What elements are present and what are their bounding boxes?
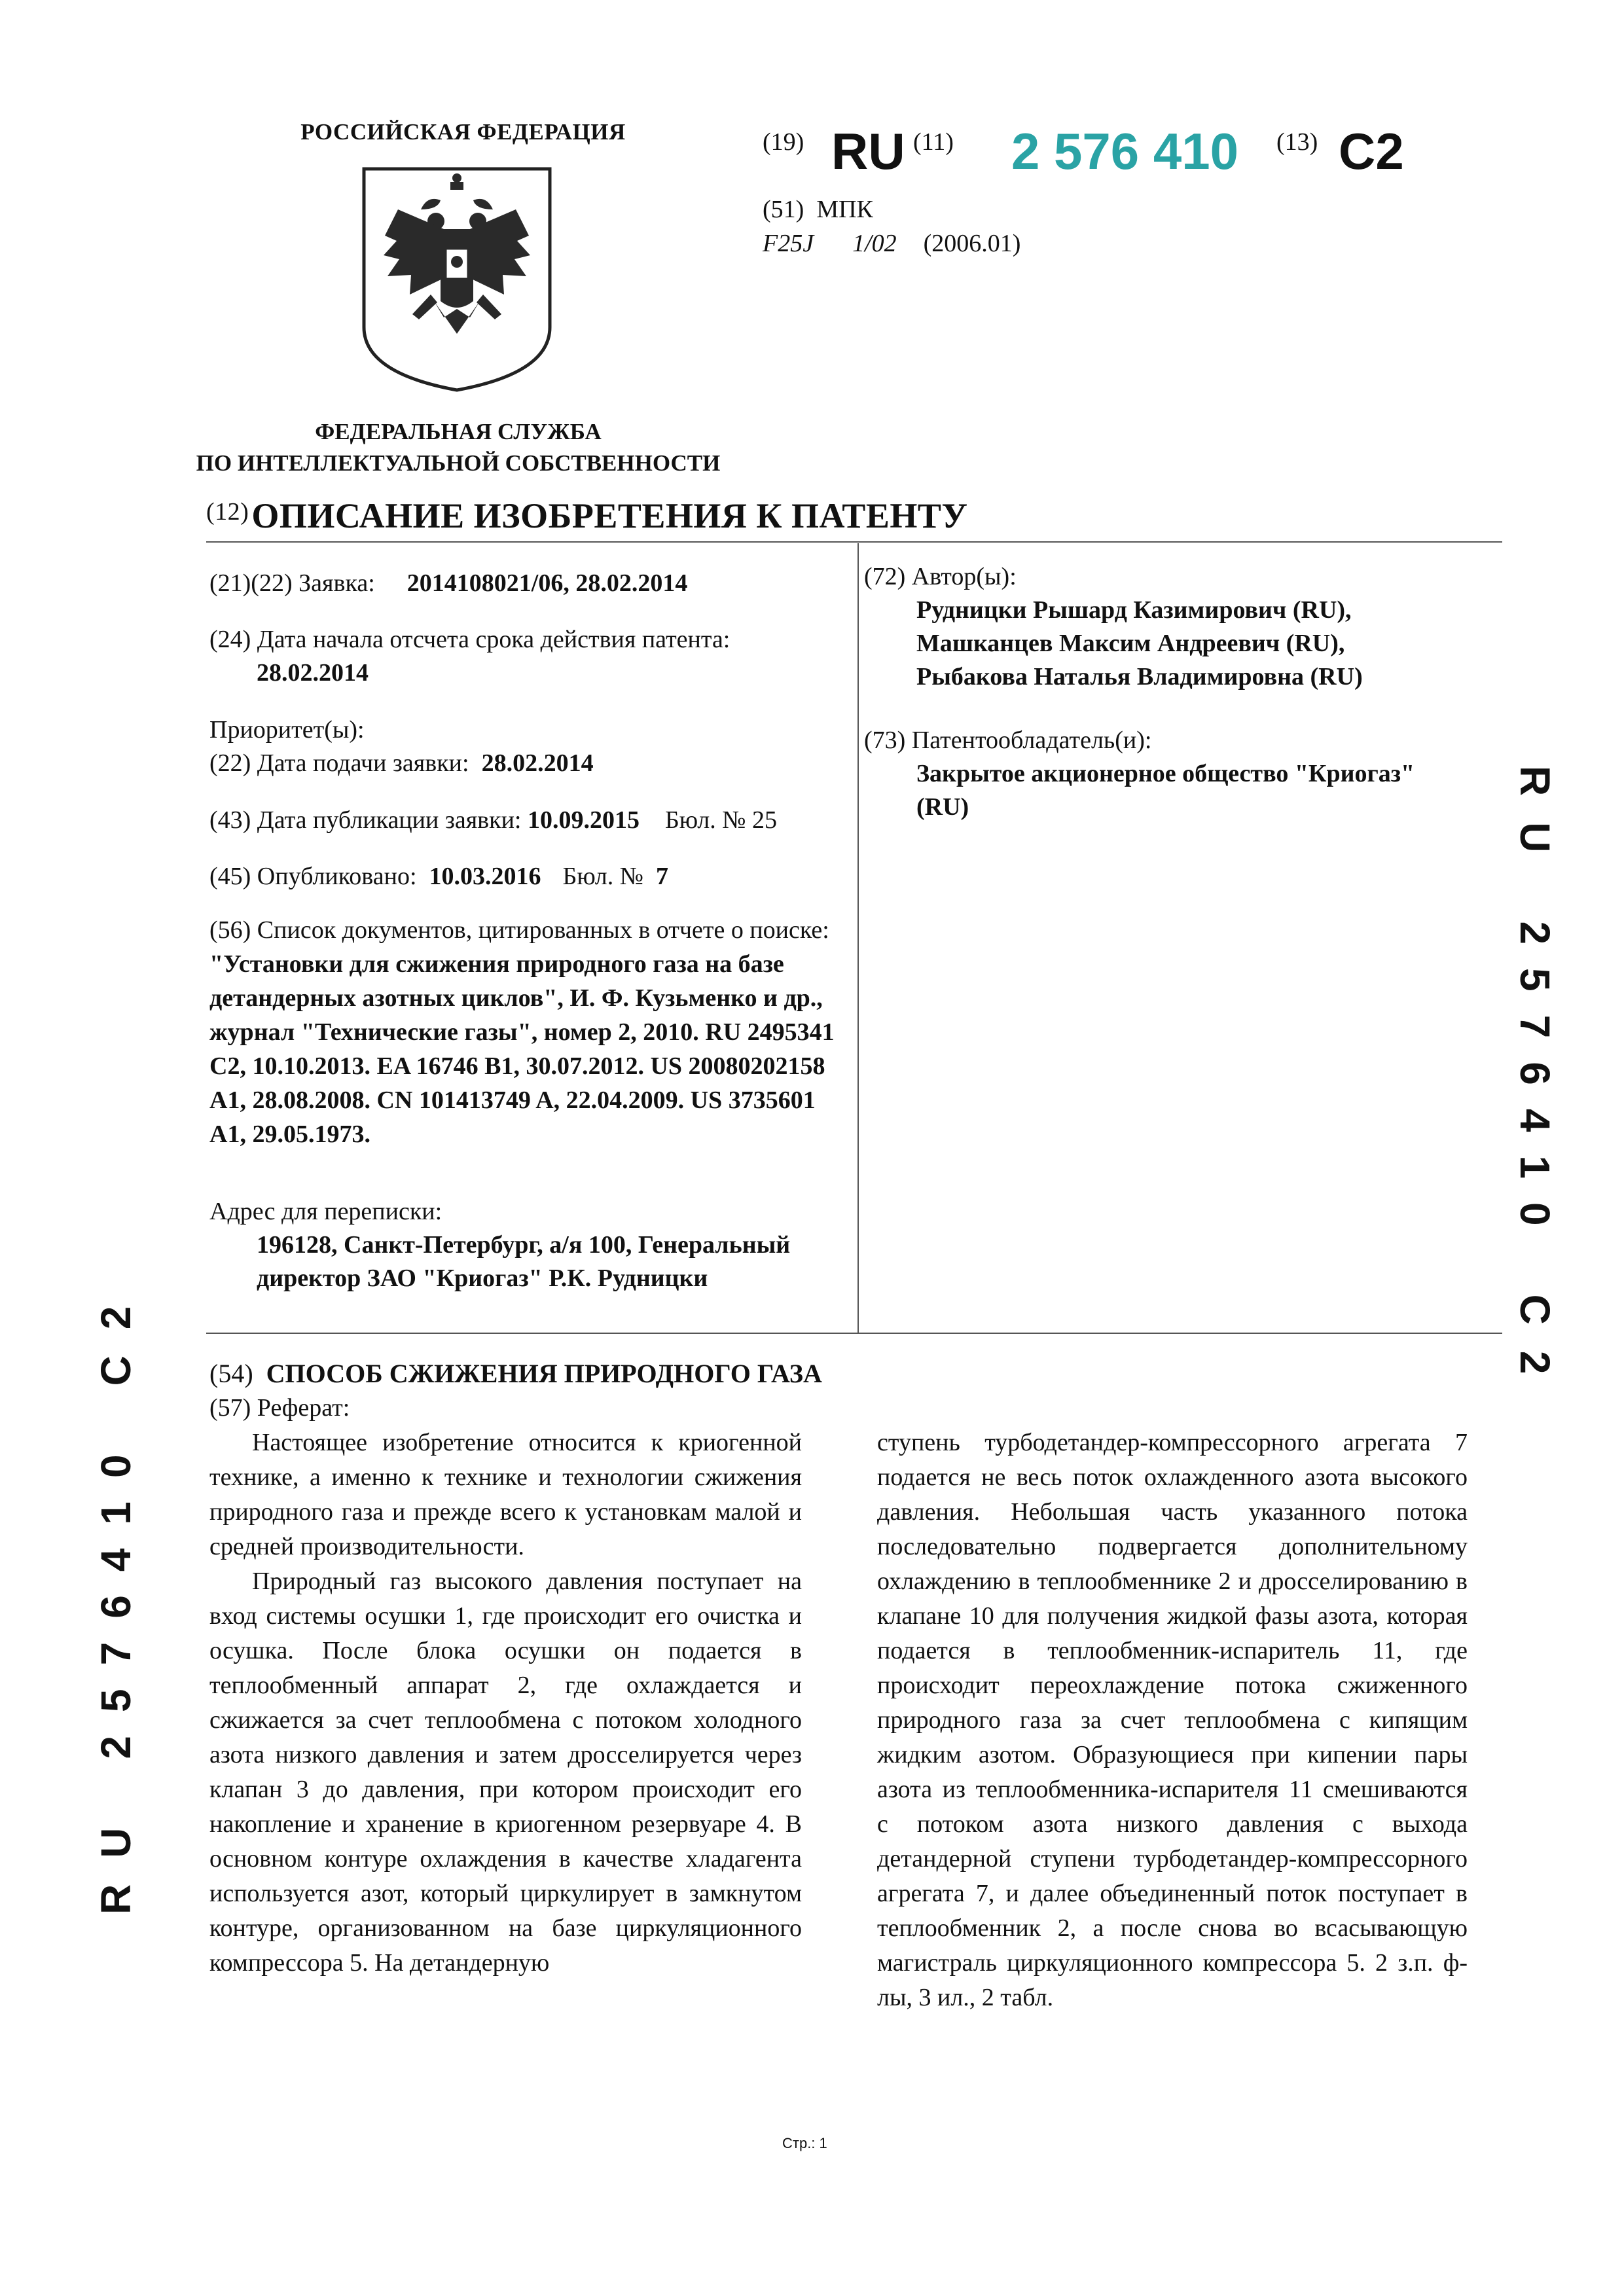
- side-code-char: 6: [1511, 1062, 1559, 1085]
- side-code-char: 5: [92, 1689, 139, 1712]
- app-publication-field: [209, 804, 777, 837]
- country-code: RU: [831, 122, 905, 180]
- side-code-char: 4: [1511, 1108, 1559, 1132]
- abstract-paragraph-1: Настоящее изобретение относится к криогенной технике, а именно к технике и технологии сжижения природного газа и прежде всего к установкам малой и средней производительности.: [209, 1429, 802, 1560]
- priority-label: Приоритет(ы):: [209, 716, 365, 744]
- document-title: [206, 495, 968, 536]
- filing-label: (22) Дата подачи заявки:: [209, 749, 469, 777]
- divider-vertical: [857, 543, 859, 1334]
- address-line-1: 196128, Санкт-Петербург, а/я 100, Генеральный: [257, 1231, 791, 1259]
- abstract-paragraph-3: ступень турбодетандер-компрессорного агрегата 7 подается не весь поток охлажденного азота высокого давления. Небольшая часть указанного потока последовательно подвергается дополнительному охлаждению в теплообменнике 2 и дросселированию в клапане 10 для получения жидкой фазы азота, которая подается в теплообменник-испаритель 11, где происходит переохлаждение потока сжиженного природного газа за счет теплообмена с кипящим жидким азотом. Образующиеся при кипении пары азота из теплообменника-испарителя 11 смешиваются с потоком азота низкого давления с выхода детандерной ступени турбодетандер-компрессорного агрегата 7, и далее объединенный поток поступает в теплообменник 2, а после снова во всасывающую магистраль циркуляционного компрессора 5. 2 з.п. ф-лы, 3 ил., 2 табл.: [877, 1429, 1468, 2011]
- author-2: Машканцев Максим Андреевич (RU),: [916, 630, 1345, 657]
- mpk-line: [763, 195, 873, 224]
- side-code-right: [1511, 766, 1559, 1374]
- authors-label: (72) Автор(ы):: [864, 563, 1017, 590]
- application-field: [209, 567, 687, 600]
- owner-label: (73) Патентообладатель(и):: [864, 726, 1152, 754]
- document-title-text: ОПИСАНИЕ ИЗОБРЕТЕНИЯ К ПАТЕНТУ: [251, 496, 968, 535]
- published-bulletin-label: Бюл. №: [562, 863, 643, 890]
- abstract-right-column: [877, 1426, 1468, 2015]
- side-code-char: 1: [1511, 1155, 1559, 1179]
- inid-code-19: (19): [763, 128, 804, 156]
- side-code-char: R: [92, 1884, 139, 1914]
- side-code-char: U: [92, 1827, 139, 1858]
- coat-of-arms-emblem: [359, 164, 555, 394]
- abstract-label: (57) Реферат:: [209, 1394, 350, 1422]
- side-code-left: [92, 1306, 140, 1914]
- country-name: РОССИЙСКАЯ ФЕДЕРАЦИЯ: [300, 119, 626, 145]
- inid-code-12: (12): [206, 498, 249, 526]
- divider-top: [206, 541, 1502, 543]
- side-code-char: 2: [92, 1735, 139, 1759]
- address-line-2: директор ЗАО "Криогаз" Р.К. Рудницки: [257, 1265, 708, 1292]
- side-code-char: 7: [1511, 1014, 1559, 1039]
- ipc-version: (2006.01): [923, 230, 1021, 257]
- side-code-char: 0: [92, 1454, 139, 1478]
- side-code-char: R: [1511, 766, 1559, 797]
- abstract-paragraph-2: Природный газ высокого давления поступает на вход системы осушки 1, где происходит его очистка и осушка. После блока осушки он подается в теплообменный аппарат 2, где охлаждается и сжижается за счет теплообмена с потоком холодного азота низкого давления и затем дросселируется через клапан 3 до давления, при котором происходит его накопление и хранение в криогенном резервуаре 4. В основном контуре охлаждения в качестве хладагента используется азот, который циркулирует в замкнутом контуре, организованном на базе циркуляционного компрессора 5. На детандерную: [209, 1568, 802, 1977]
- page-number: Стр.: 1: [782, 2135, 827, 2151]
- invention-title: [209, 1357, 822, 1390]
- ipc-group: 1/02: [852, 230, 897, 257]
- inid-code-11: (11): [913, 128, 954, 156]
- author-1: Рудницки Рышард Казимирович (RU),: [916, 596, 1352, 624]
- side-code-char: 6: [92, 1595, 139, 1619]
- side-code-char: 2: [92, 1306, 139, 1330]
- side-code-char: C: [1511, 1294, 1559, 1325]
- owner-line-2: (RU): [916, 793, 969, 821]
- app-pub-bulletin: Бюл. № 25: [664, 806, 777, 834]
- divider-bottom: [206, 1333, 1502, 1334]
- side-code-char: C: [92, 1355, 139, 1386]
- published-field: [209, 860, 668, 893]
- agency-name: [170, 416, 746, 479]
- app-pub-label: (43) Дата публикации заявки:: [209, 806, 522, 834]
- agency-line-1: ФЕДЕРАЛЬНАЯ СЛУЖБА: [315, 419, 602, 444]
- side-code-char: 7: [92, 1641, 139, 1666]
- inid-code-54: (54): [209, 1359, 253, 1388]
- authors-field: [864, 560, 1363, 694]
- correspondence-address: [209, 1195, 790, 1295]
- inid-code-13: (13): [1276, 128, 1318, 156]
- application-value: 2014108021/06, 28.02.2014: [406, 569, 688, 597]
- agency-line-2: ПО ИНТЕЛЛЕКТУАЛЬНОЙ СОБСТВЕННОСТИ: [196, 450, 721, 476]
- ipc-classification: [763, 229, 1020, 258]
- term-start-field: [209, 623, 730, 690]
- published-value: 10.03.2016: [429, 863, 541, 890]
- address-label: Адрес для переписки:: [209, 1198, 442, 1225]
- application-label: (21)(22) Заявка:: [209, 569, 375, 597]
- author-3: Рыбакова Наталья Владимировна (RU): [916, 663, 1363, 691]
- side-code-char: 4: [92, 1548, 139, 1572]
- priority-field: [209, 713, 594, 780]
- published-bulletin-value: 7: [656, 863, 668, 890]
- owner-line-1: Закрытое акционерное общество "Криогаз": [916, 760, 1415, 787]
- side-code-char: 2: [1511, 921, 1559, 945]
- abstract-left-column: [209, 1426, 802, 1981]
- side-code-char: 5: [1511, 968, 1559, 992]
- cited-documents: [209, 913, 848, 1151]
- kind-code: C2: [1339, 122, 1404, 180]
- published-label: (45) Опубликовано:: [209, 863, 417, 890]
- citations-label: (56) Список документов, цитированных в отчете о поиске:: [209, 916, 829, 944]
- term-start-value: 28.02.2014: [257, 659, 369, 687]
- side-code-char: U: [1511, 822, 1559, 853]
- app-pub-value: 10.09.2015: [527, 806, 640, 834]
- side-code-char: 1: [92, 1501, 139, 1525]
- ipc-class: F25J: [763, 230, 814, 257]
- side-code-char: 0: [1511, 1202, 1559, 1226]
- inid-code-51: (51): [763, 196, 804, 223]
- patent-number: 2 576 410: [1011, 122, 1239, 180]
- filing-value: 28.02.2014: [481, 749, 594, 777]
- term-start-label: (24) Дата начала отсчета срока действия патента:: [209, 626, 731, 653]
- citations-value: "Установки для сжижения природного газа на базе детандерных азотных циклов", И. Ф. Кузьменко и др., журнал "Технические газы", номер 2, 2010. RU 2495341 C2, 10.10.2013. EA 16746 B1, 30.07.2012. US 20080202158 A1, 28.08.2008. CN 101413749 A, 22.04.2009. US 3735601 A1, 29.05.1973.: [209, 950, 835, 1148]
- side-code-char: 2: [1511, 1350, 1559, 1374]
- invention-title-text: СПОСОБ СЖИЖЕНИЯ ПРИРОДНОГО ГАЗА: [266, 1359, 822, 1388]
- mpk-label: МПК: [816, 196, 873, 223]
- owner-field: [864, 724, 1415, 824]
